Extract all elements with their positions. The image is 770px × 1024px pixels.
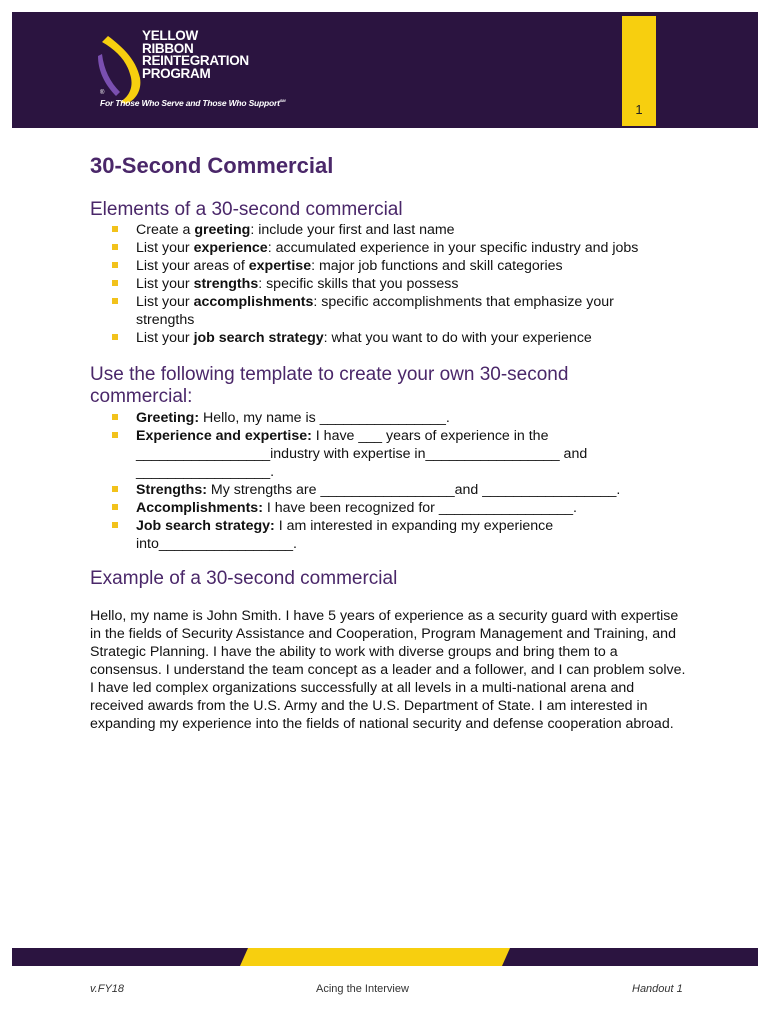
list-item: Experience and expertise: I have ___ years of experience in the _________________industry with expertise in_________________ and _________________. (0, 427, 626, 481)
list-item: List your areas of expertise: major job functions and skill categories (0, 257, 666, 275)
bullet-icon (112, 244, 118, 250)
list-item: List your experience: accumulated experience in your specific industry and jobs (0, 239, 666, 257)
list-item: Job search strategy: I am interested in expanding my experience into_________________. (0, 517, 596, 553)
logo-line-1: YELLOW (142, 28, 198, 43)
bullet-icon (112, 226, 118, 232)
program-logo-text (142, 30, 249, 80)
bullet-icon (112, 522, 118, 528)
logo-line-2: RIBBON (142, 40, 194, 56)
footer-handout: Handout 1 (632, 983, 683, 995)
list-item: List your job search strategy: what you want to do with your experience (0, 329, 666, 347)
bullet-icon (112, 262, 118, 268)
logo-line-4: PROGRAM (142, 65, 211, 81)
list-item: Accomplishments: I have been recognized for _________________. (0, 499, 666, 517)
template-list (0, 409, 666, 553)
footer-stripe (240, 948, 510, 966)
page-title: 30-Second Commercial (90, 153, 334, 178)
section-heading-example: Example of a 30-second commercial (90, 568, 398, 589)
list-item: Greeting: Hello, my name is ________________. (0, 409, 666, 427)
page-number: 1 (635, 102, 643, 117)
logo-line-3: REINTEGRATION (142, 53, 249, 68)
registered-mark: ® (100, 90, 105, 96)
bullet-icon (112, 334, 118, 340)
bullet-icon (112, 486, 118, 492)
section-heading-template: Use the following template to create your own 30-second commercial: (90, 364, 569, 407)
example-paragraph: Hello, my name is John Smith. I have 5 years of experience as a security guard with expertise in the fields of Security Assistance and Cooperation, Program Management and Training, and Strategic Planning. I have the ability to work with diverse groups and bring them to a consensus. I understand the team concept as a leader and a follower, and I can problem solve. I have led complex organizations successfully at all levels in a multi-national arena and received awards from the U.S. Army and the U.S. Department of State. I am interested in expanding my experience into the fields of national security and defense cooperation abroad. (90, 608, 686, 732)
bullet-icon (112, 504, 118, 510)
list-item: List your strengths: specific skills that you possess (0, 275, 666, 293)
bullet-icon (112, 432, 118, 438)
list-item: Strengths: My strengths are _________________and _________________. (0, 481, 666, 499)
bullet-icon (112, 414, 118, 420)
section-heading-elements: Elements of a 30-second commercial (90, 199, 403, 220)
footer-version: v.FY18 (90, 983, 125, 995)
bullet-icon (112, 298, 118, 304)
footer-title: Acing the Interview (316, 983, 409, 995)
bullet-icon (112, 280, 118, 286)
list-item: Create a greeting: include your first and last name (0, 221, 666, 239)
list-item: List your accomplishments: specific accomplishments that emphasize your strengths (0, 293, 666, 329)
elements-list (0, 221, 666, 347)
tagline: For Those Who Serve and Those Who Support℠ (100, 98, 286, 108)
